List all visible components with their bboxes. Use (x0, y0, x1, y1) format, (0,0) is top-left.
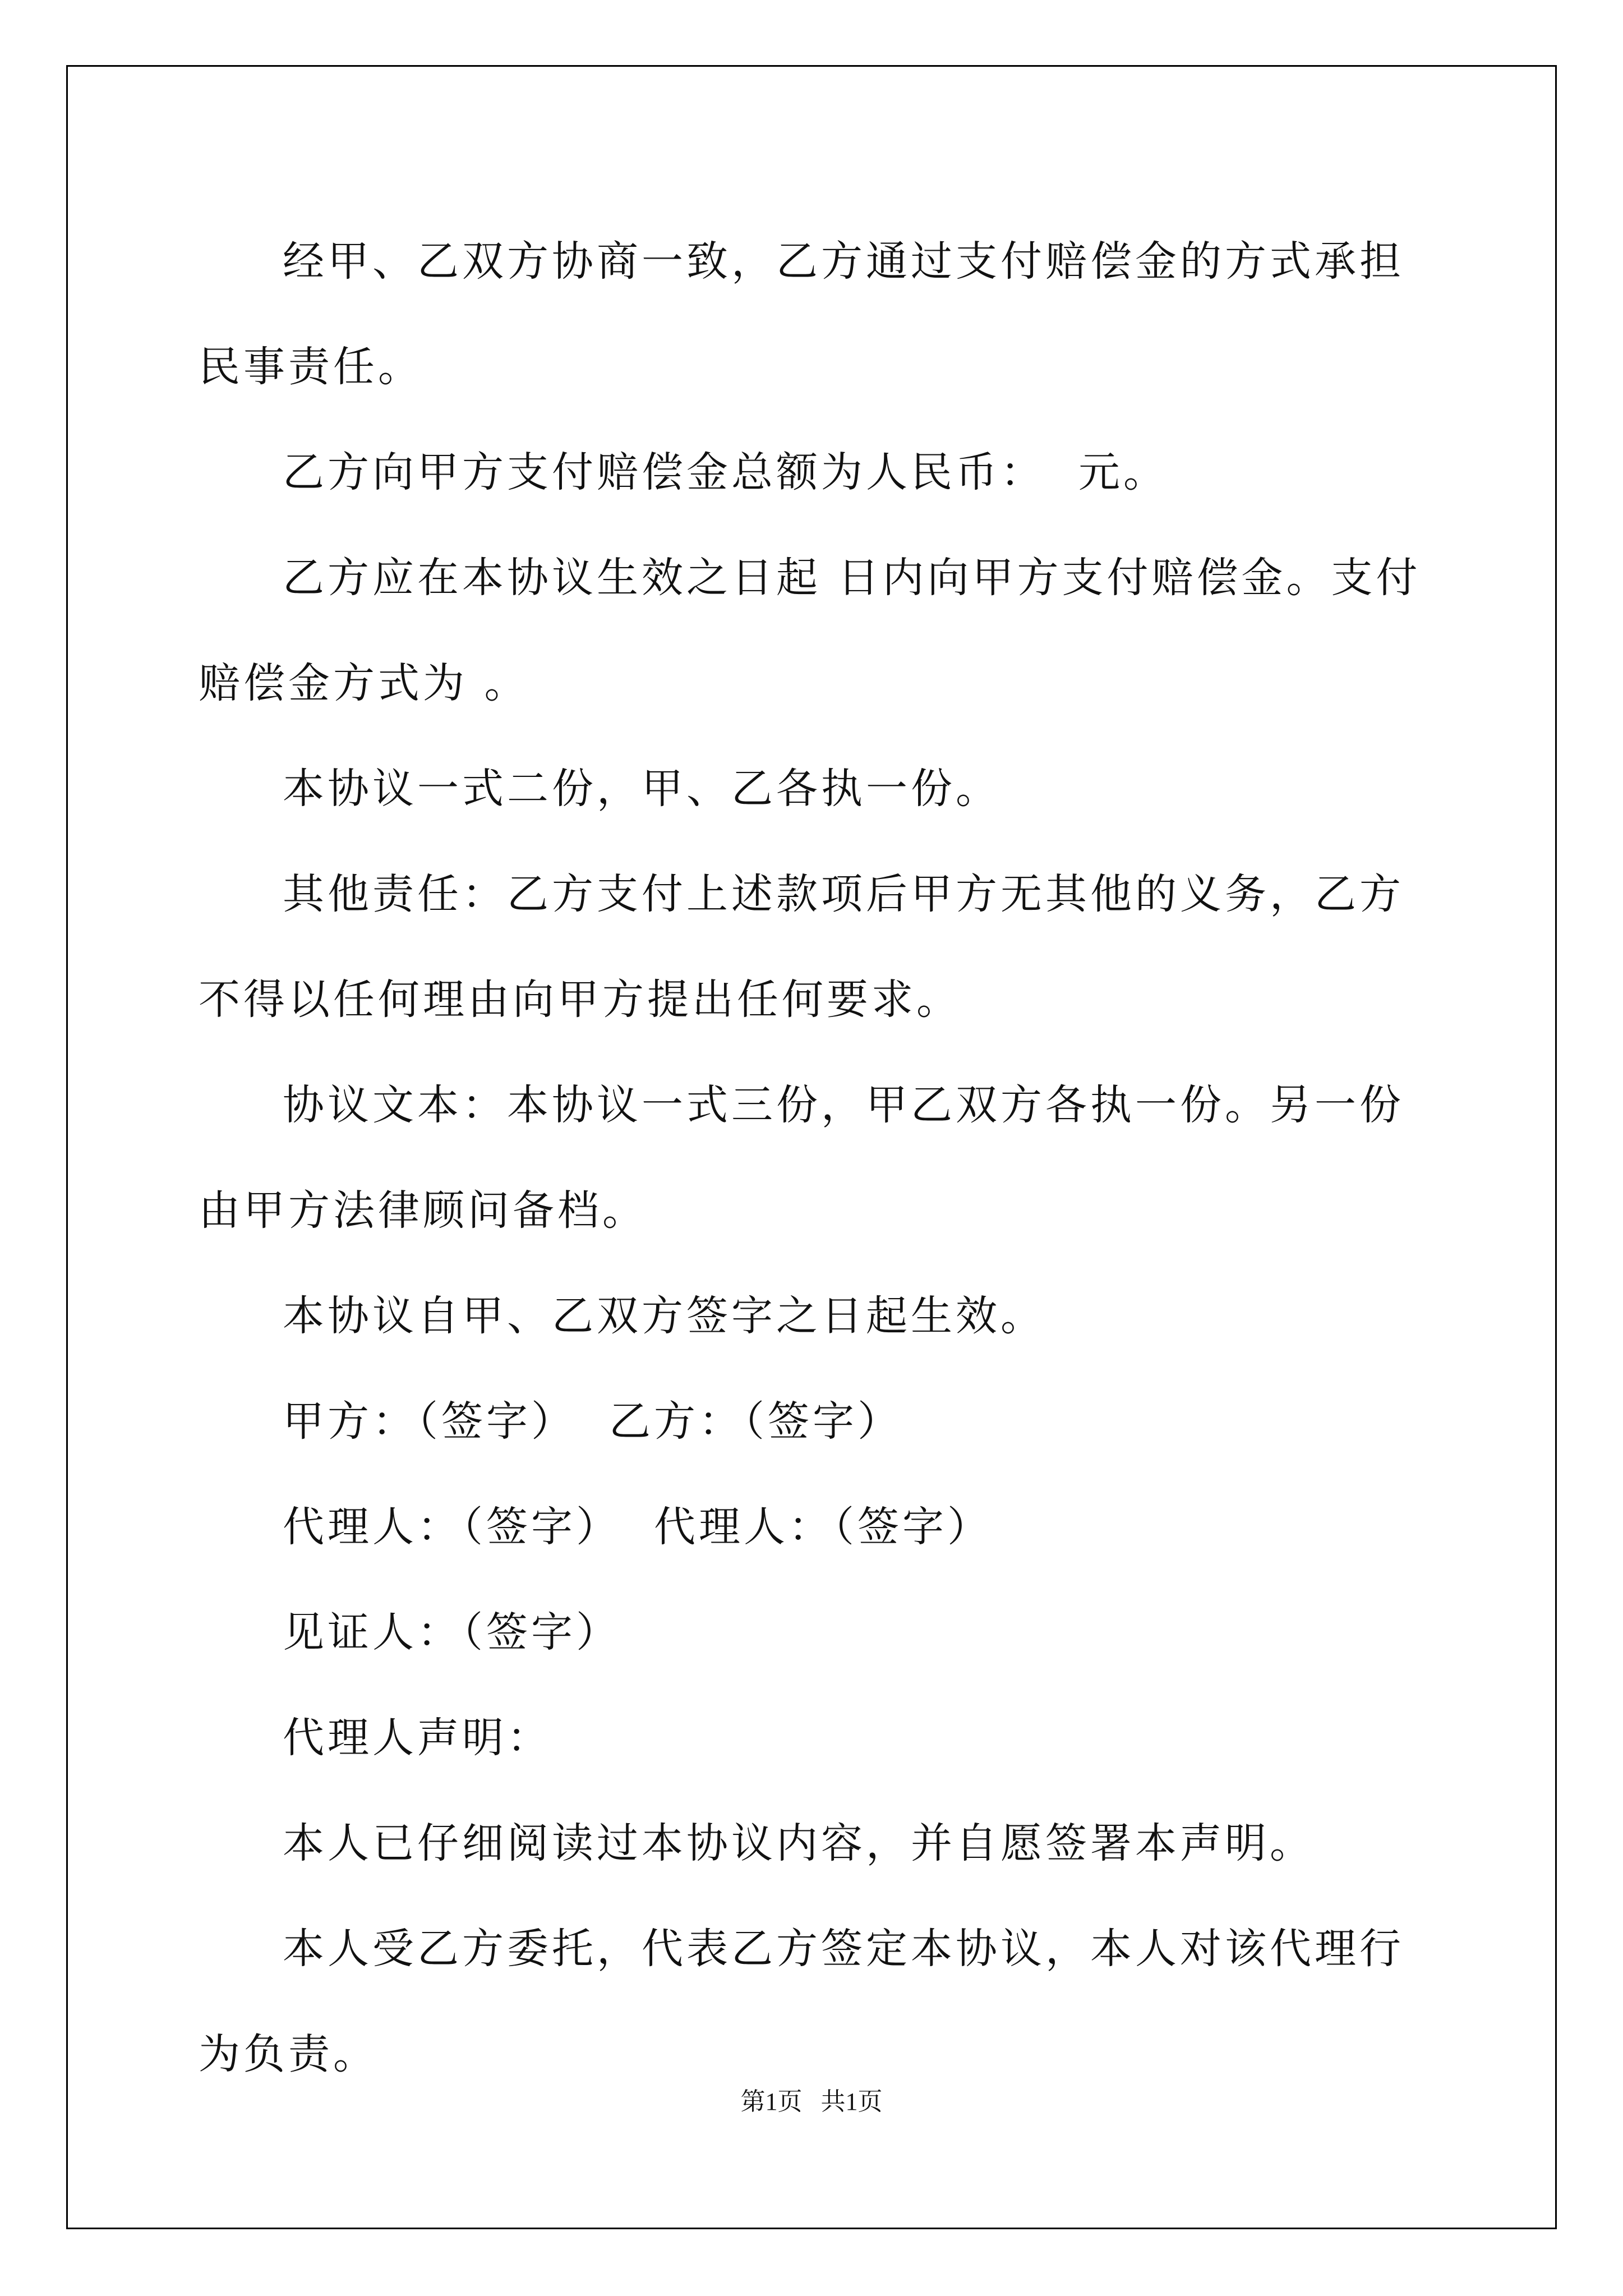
paragraph-compensation-method: 经甲、乙双方协商一致，乙方通过支付赔偿金的方式承担民事责任。 (199, 237, 1404, 391)
page-number-footer: 第1页 共1页 (740, 2088, 883, 2115)
paragraph-payment-deadline: 乙方应在本协议生效之日起 日内向甲方支付赔偿金。支付赔偿金方式为 。 (199, 554, 1421, 707)
signature-line-agents: 代理人：（签字） 代理人：（签字） (283, 1503, 993, 1551)
paragraph-agreement-text: 协议文本：本协议一式三份，甲乙双方各执一份。另一份由甲方法律顾问备档。 (199, 1081, 1404, 1235)
paragraph-other-liability: 其他责任：乙方支付上述款项后甲方无其他的义务，乙方不得以任何理由向甲方提出任何要求。 (199, 870, 1404, 1024)
signature-line-witness: 见证人：（签字） (283, 1608, 621, 1657)
paragraph-effective-date: 本协议自甲、乙双方签字之日起生效。 (283, 1292, 1045, 1340)
agent-declaration-read: 本人已仔细阅读过本协议内容，并自愿签署本声明。 (283, 1819, 1315, 1867)
signature-line-parties: 甲方：（签字） 乙方：（签字） (283, 1397, 903, 1446)
agent-declaration-responsibility: 本人受乙方委托，代表乙方签定本协议，本人对该代理行为负责。 (199, 1925, 1404, 2078)
paragraph-compensation-amount: 乙方向甲方支付赔偿金总额为人民币： 元。 (283, 448, 1169, 496)
document-body (199, 209, 1435, 2107)
paragraph-copies: 本协议一式二份，甲、乙各执一份。 (283, 765, 1000, 813)
agent-declaration-heading: 代理人声明： (283, 1714, 552, 1762)
